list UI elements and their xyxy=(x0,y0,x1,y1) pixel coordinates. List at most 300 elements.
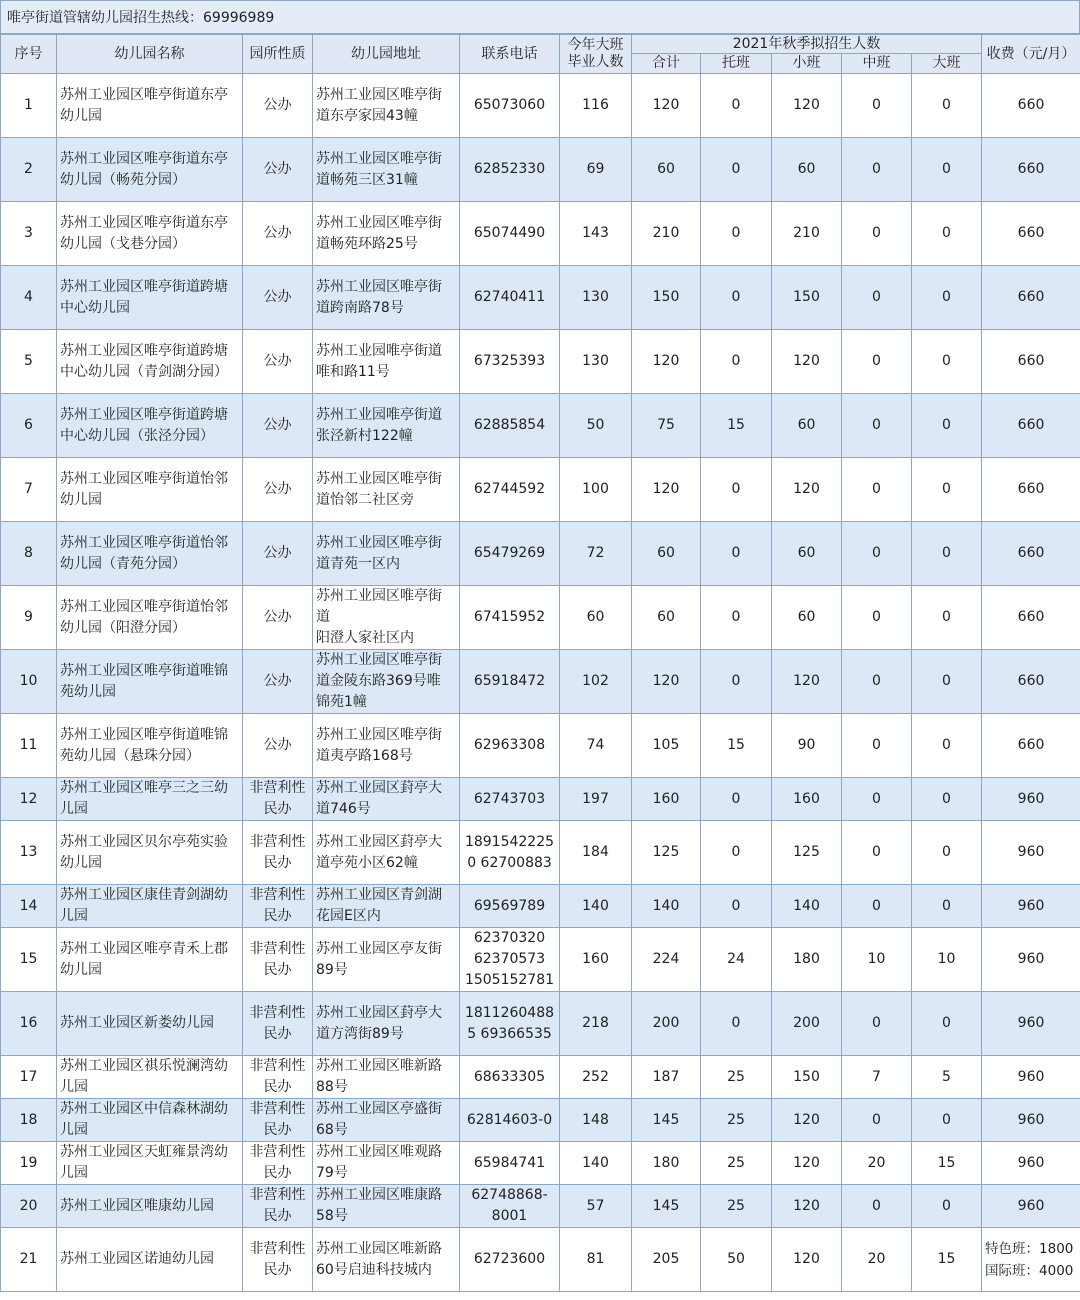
kindergarten-nature-line: 民办 xyxy=(263,1079,292,1095)
kindergarten-address-line: 苏州工业园唯亭街道 xyxy=(316,406,442,423)
kindergarten-nature-line: 民办 xyxy=(263,801,292,817)
kindergarten-address-line: 阳澄人家社区内 xyxy=(316,630,414,646)
kindergarten-nature-line: 非营利性 xyxy=(249,780,306,796)
kindergarten-nature xyxy=(243,586,313,650)
kindergarten-nature-line: 非营利性 xyxy=(249,940,306,957)
kindergarten-address-line: 道金陵东路369号唯 xyxy=(316,673,441,689)
monthly-fee-line: 960 xyxy=(1017,844,1045,860)
plan-total: 160 xyxy=(632,778,701,821)
kindergarten-name-line: 苏州工业园区中信森林湖幼 xyxy=(60,1101,228,1117)
plan-tuoban: 15 xyxy=(701,394,772,458)
kindergarten-phone-line: 62744592 xyxy=(473,481,546,497)
kindergarten-nature xyxy=(243,458,313,522)
kindergarten-phone xyxy=(460,74,560,138)
kindergarten-name-line: 苏州工业园区唯亭街道跨塘 xyxy=(60,406,228,423)
kindergarten-phone-line: 67415952 xyxy=(473,609,546,625)
table-row xyxy=(1,266,1080,330)
kindergarten-nature xyxy=(243,138,313,202)
plan-daban: 0 xyxy=(912,458,982,522)
kindergarten-phone xyxy=(460,821,560,885)
kindergarten-name xyxy=(57,650,243,714)
kindergarten-address-line: 苏州工业园区唯亭街 xyxy=(316,214,442,231)
table-row xyxy=(1,650,1080,714)
kindergarten-address xyxy=(313,138,460,202)
plan-xiaoban: 120 xyxy=(772,1228,842,1292)
kindergarten-address xyxy=(313,394,460,458)
kindergarten-address-line: 79号 xyxy=(316,1165,348,1181)
row-no: 3 xyxy=(1,202,57,266)
kindergarten-phone-line: 68633305 xyxy=(473,1068,546,1085)
kindergarten-name-line: 苏州工业园区唯亭街道怡邻 xyxy=(60,598,228,615)
monthly-fee xyxy=(982,1056,1080,1099)
kindergarten-name xyxy=(57,928,243,992)
kindergarten-phone xyxy=(460,586,560,650)
monthly-fee-line: 960 xyxy=(1017,1154,1045,1171)
kindergarten-nature-line: 公办 xyxy=(263,289,292,305)
plan-daban: 0 xyxy=(912,394,982,458)
row-no: 7 xyxy=(1,458,57,522)
kindergarten-address-line: 道 xyxy=(316,609,330,625)
graduates-count: 116 xyxy=(560,74,632,138)
kindergarten-address-line: 道亭苑小区62幢 xyxy=(316,854,418,871)
kindergarten-address-line: 道746号 xyxy=(316,801,371,817)
plan-tuoban: 0 xyxy=(701,778,772,821)
table-row xyxy=(1,928,1080,992)
plan-zhongban: 20 xyxy=(842,1142,912,1185)
table-row xyxy=(1,1142,1080,1185)
kindergarten-nature xyxy=(243,1228,313,1292)
kindergarten-phone xyxy=(460,885,560,928)
kindergarten-name-line: 儿园 xyxy=(60,908,88,924)
kindergarten-name-line: 苏州工业园区唯亭三之三幼 xyxy=(60,780,228,796)
table-row xyxy=(1,74,1080,138)
graduates-count: 143 xyxy=(560,202,632,266)
plan-xiaoban: 120 xyxy=(772,330,842,394)
row-no: 19 xyxy=(1,1142,57,1185)
plan-tuoban: 0 xyxy=(701,202,772,266)
plan-tuoban: 0 xyxy=(701,458,772,522)
kindergarten-name-line: 幼儿园（畅苑分园） xyxy=(60,171,186,188)
monthly-fee-line: 660 xyxy=(1017,417,1045,433)
kindergarten-phone-line: 62748868- xyxy=(471,1187,548,1203)
kindergarten-phone-line: 62743703 xyxy=(473,790,546,807)
row-no: 14 xyxy=(1,885,57,928)
kindergarten-name-line: 苑幼儿园（悬珠分园） xyxy=(60,747,200,764)
kindergarten-nature xyxy=(243,1099,313,1142)
plan-tuoban: 0 xyxy=(701,74,772,138)
kindergarten-name-line: 苏州工业园区唯亭街道东亭 xyxy=(60,214,228,231)
monthly-fee-line: 660 xyxy=(1017,673,1045,689)
kindergarten-name xyxy=(57,1056,243,1099)
graduates-count: 72 xyxy=(560,522,632,586)
plan-tuoban: 0 xyxy=(701,266,772,330)
kindergarten-nature xyxy=(243,885,313,928)
plan-zhongban: 0 xyxy=(842,266,912,330)
kindergarten-name-line: 苏州工业园区唯亭街道唯锦 xyxy=(60,662,228,679)
kindergarten-phone xyxy=(460,522,560,586)
table-row xyxy=(1,714,1080,778)
plan-zhongban: 0 xyxy=(842,138,912,202)
kindergarten-phone xyxy=(460,330,560,394)
plan-xiaoban: 60 xyxy=(772,522,842,586)
plan-total: 187 xyxy=(632,1056,701,1099)
graduates-count: 50 xyxy=(560,394,632,458)
monthly-fee xyxy=(982,1099,1080,1142)
kindergarten-nature-line: 民办 xyxy=(263,1165,292,1181)
plan-zhongban: 0 xyxy=(842,1185,912,1228)
kindergarten-address xyxy=(313,202,460,266)
kindergarten-phone xyxy=(460,266,560,330)
kindergarten-phone-line: 1505152781 xyxy=(464,972,555,988)
plan-xiaoban: 150 xyxy=(772,266,842,330)
kindergarten-nature xyxy=(243,1185,313,1228)
plan-xiaoban: 120 xyxy=(772,458,842,522)
row-no: 15 xyxy=(1,928,57,992)
plan-tuoban: 15 xyxy=(701,714,772,778)
kindergarten-address-line: 苏州工业园区唯亭街 xyxy=(316,534,442,551)
table-row xyxy=(1,1056,1080,1099)
kindergarten-name xyxy=(57,138,243,202)
kindergarten-address-line: 道青苑一区内 xyxy=(316,555,400,572)
plan-total: 180 xyxy=(632,1142,701,1185)
plan-daban: 0 xyxy=(912,74,982,138)
graduates-count: 130 xyxy=(560,266,632,330)
graduates-count: 69 xyxy=(560,138,632,202)
kindergarten-name xyxy=(57,202,243,266)
kindergarten-address-line: 苏州工业园唯亭街道 xyxy=(316,342,442,359)
header-plan-group: 2021年秋季拟招生人数 xyxy=(632,35,982,54)
row-no: 12 xyxy=(1,778,57,821)
kindergarten-name-line: 苏州工业园区天虹雍景湾幼 xyxy=(60,1144,228,1160)
kindergarten-nature-line: 非营利性 xyxy=(249,833,306,850)
kindergarten-address xyxy=(313,650,460,714)
monthly-fee xyxy=(982,928,1080,992)
plan-xiaoban: 60 xyxy=(772,394,842,458)
plan-total: 120 xyxy=(632,330,701,394)
plan-daban: 0 xyxy=(912,586,982,650)
plan-zhongban: 0 xyxy=(842,394,912,458)
plan-total: 150 xyxy=(632,266,701,330)
header-fee: 收费（元/月） xyxy=(982,35,1080,74)
kindergarten-nature-line: 非营利性 xyxy=(249,1240,306,1257)
table-row xyxy=(1,1228,1080,1292)
plan-zhongban: 7 xyxy=(842,1056,912,1099)
graduates-count: 74 xyxy=(560,714,632,778)
kindergarten-name-line: 苑幼儿园 xyxy=(60,683,116,700)
kindergarten-name-line: 苏州工业园区唯亭街道东亭 xyxy=(60,150,228,167)
kindergarten-name-line: 苏州工业园区唯亭街道东亭 xyxy=(60,86,228,103)
kindergarten-address-line: 88号 xyxy=(316,1079,348,1095)
kindergarten-table xyxy=(0,34,1080,1292)
kindergarten-address xyxy=(313,1228,460,1292)
kindergarten-address xyxy=(313,458,460,522)
kindergarten-address-line: 60号启迪科技城内 xyxy=(316,1261,432,1278)
plan-xiaoban: 120 xyxy=(772,74,842,138)
kindergarten-nature-line: 公办 xyxy=(263,225,292,241)
plan-daban: 0 xyxy=(912,330,982,394)
kindergarten-phone xyxy=(460,394,560,458)
kindergarten-phone-line: 65918472 xyxy=(473,673,546,689)
kindergarten-nature-line: 非营利性 xyxy=(249,887,306,903)
kindergarten-phone-line: 62370320 xyxy=(473,930,546,946)
row-no: 9 xyxy=(1,586,57,650)
kindergarten-address-line: 道方湾街89号 xyxy=(316,1025,404,1042)
kindergarten-phone-line: 65073060 xyxy=(473,97,546,113)
kindergarten-address-line: 苏州工业园区唯亭街 xyxy=(316,652,442,668)
monthly-fee-line: 660 xyxy=(1017,737,1045,753)
kindergarten-nature-line: 公办 xyxy=(263,353,292,369)
plan-total: 105 xyxy=(632,714,701,778)
kindergarten-nature-line: 民办 xyxy=(263,1122,292,1138)
kindergarten-address-line: 道怡邻二社区旁 xyxy=(316,491,414,508)
plan-zhongban: 0 xyxy=(842,74,912,138)
plan-xiaoban: 140 xyxy=(772,885,842,928)
plan-xiaoban: 125 xyxy=(772,821,842,885)
plan-zhongban: 0 xyxy=(842,714,912,778)
kindergarten-address-line: 苏州工业园区唯亭街 xyxy=(316,470,442,487)
kindergarten-address xyxy=(313,885,460,928)
kindergarten-nature xyxy=(243,394,313,458)
kindergarten-nature-line: 非营利性 xyxy=(249,1187,306,1203)
header-nature: 园所性质 xyxy=(243,35,313,74)
kindergarten-name-line: 苏州工业园区唯亭街道跨塘 xyxy=(60,278,228,295)
kindergarten-name xyxy=(57,74,243,138)
kindergarten-name-line: 苏州工业园区唯亭街道怡邻 xyxy=(60,470,228,487)
plan-zhongban: 0 xyxy=(842,330,912,394)
graduates-count: 130 xyxy=(560,330,632,394)
kindergarten-address-line: 苏州工业园区唯新路 xyxy=(316,1058,442,1074)
kindergarten-address xyxy=(313,1056,460,1099)
kindergarten-name-line: 幼儿园 xyxy=(60,961,102,978)
monthly-fee xyxy=(982,821,1080,885)
kindergarten-nature xyxy=(243,330,313,394)
plan-zhongban: 0 xyxy=(842,1099,912,1142)
kindergarten-nature-line: 民办 xyxy=(263,961,292,978)
kindergarten-name xyxy=(57,885,243,928)
table-row xyxy=(1,394,1080,458)
plan-tuoban: 25 xyxy=(701,1185,772,1228)
kindergarten-address xyxy=(313,1142,460,1185)
monthly-fee xyxy=(982,522,1080,586)
kindergarten-name-line: 儿园 xyxy=(60,1079,88,1095)
kindergarten-name-line: 儿园 xyxy=(60,1165,88,1181)
row-no: 20 xyxy=(1,1185,57,1228)
kindergarten-name-line: 苏州工业园区诺迪幼儿园 xyxy=(60,1251,214,1267)
kindergarten-address-line: 道畅苑三区31幢 xyxy=(316,171,418,188)
plan-total: 145 xyxy=(632,1185,701,1228)
plan-xiaoban: 160 xyxy=(772,778,842,821)
kindergarten-address-line: 苏州工业园区唯新路 xyxy=(316,1240,442,1257)
plan-total: 120 xyxy=(632,74,701,138)
monthly-fee-line: 960 xyxy=(1017,897,1045,914)
kindergarten-phone xyxy=(460,928,560,992)
header-grad xyxy=(560,35,632,74)
header-no: 序号 xyxy=(1,35,57,74)
plan-total: 125 xyxy=(632,821,701,885)
kindergarten-name xyxy=(57,714,243,778)
kindergarten-name xyxy=(57,778,243,821)
kindergarten-address xyxy=(313,714,460,778)
kindergarten-name-line: 中心幼儿园（青剑湖分园） xyxy=(60,363,228,380)
kindergarten-address xyxy=(313,586,460,650)
kindergarten-phone-line: 0 62700883 xyxy=(467,854,552,871)
table-row xyxy=(1,885,1080,928)
plan-xiaoban: 120 xyxy=(772,1099,842,1142)
table-row xyxy=(1,202,1080,266)
plan-tuoban: 25 xyxy=(701,1142,772,1185)
kindergarten-phone xyxy=(460,458,560,522)
kindergarten-address-line: 苏州工业园区亭友街 xyxy=(316,940,442,957)
kindergarten-name-line: 幼儿园（阳澄分园） xyxy=(60,619,186,636)
kindergarten-nature xyxy=(243,650,313,714)
kindergarten-name-line: 幼儿园（青苑分园） xyxy=(60,555,186,572)
graduates-count: 140 xyxy=(560,1142,632,1185)
kindergarten-nature-line: 公办 xyxy=(263,609,292,625)
kindergarten-phone-line: 62370573 xyxy=(473,951,546,967)
monthly-fee-line: 960 xyxy=(1017,1015,1045,1031)
kindergarten-phone xyxy=(460,138,560,202)
monthly-fee-line: 960 xyxy=(1017,790,1045,807)
kindergarten-address-line: 张泾新村122幢 xyxy=(316,427,413,444)
plan-xiaoban: 180 xyxy=(772,928,842,992)
kindergarten-nature-line: 非营利性 xyxy=(249,1058,306,1074)
kindergarten-nature xyxy=(243,202,313,266)
monthly-fee xyxy=(982,992,1080,1056)
kindergarten-name xyxy=(57,330,243,394)
kindergarten-address-line: 苏州工业园区唯观路 xyxy=(316,1144,442,1160)
kindergarten-name xyxy=(57,266,243,330)
header-tuoban: 托班 xyxy=(701,54,772,74)
kindergarten-phone-line: 62740411 xyxy=(473,289,546,305)
kindergarten-nature xyxy=(243,714,313,778)
plan-zhongban: 0 xyxy=(842,458,912,522)
plan-zhongban: 0 xyxy=(842,992,912,1056)
plan-xiaoban: 210 xyxy=(772,202,842,266)
plan-daban: 0 xyxy=(912,138,982,202)
kindergarten-address-line: 道畅苑环路25号 xyxy=(316,235,418,252)
plan-xiaoban: 60 xyxy=(772,586,842,650)
kindergarten-name-line: 苏州工业园区唯亭街道怡邻 xyxy=(60,534,228,551)
kindergarten-phone xyxy=(460,650,560,714)
monthly-fee xyxy=(982,778,1080,821)
table-row xyxy=(1,778,1080,821)
kindergarten-address-line: 89号 xyxy=(316,961,348,978)
kindergarten-nature-line: 公办 xyxy=(263,97,292,113)
kindergarten-nature-line: 民办 xyxy=(263,854,292,871)
monthly-fee xyxy=(982,138,1080,202)
kindergarten-nature-line: 公办 xyxy=(263,737,292,753)
header-zhongban: 中班 xyxy=(842,54,912,74)
monthly-fee xyxy=(982,1228,1080,1292)
kindergarten-phone-line: 62814603-0 xyxy=(466,1111,553,1128)
kindergarten-phone xyxy=(460,1099,560,1142)
kindergarten-address-line: 道跨南路78号 xyxy=(316,299,404,316)
kindergarten-name xyxy=(57,1228,243,1292)
plan-daban: 0 xyxy=(912,714,982,778)
plan-total: 200 xyxy=(632,992,701,1056)
kindergarten-address xyxy=(313,778,460,821)
plan-tuoban: 50 xyxy=(701,1228,772,1292)
kindergarten-address xyxy=(313,1185,460,1228)
kindergarten-phone-line: 8001 xyxy=(491,1208,528,1224)
kindergarten-name-line: 儿园 xyxy=(60,1122,88,1138)
graduates-count: 252 xyxy=(560,1056,632,1099)
monthly-fee-line: 660 xyxy=(1017,609,1045,625)
kindergarten-name-line: 中心幼儿园 xyxy=(60,299,130,316)
header-daban: 大班 xyxy=(912,54,982,74)
kindergarten-name xyxy=(57,522,243,586)
kindergarten-nature-line: 公办 xyxy=(263,673,292,689)
plan-total: 60 xyxy=(632,138,701,202)
monthly-fee xyxy=(982,266,1080,330)
kindergarten-phone-line: 65984741 xyxy=(473,1154,546,1171)
kindergarten-name-line: 苏州工业园区祺乐悦澜湾幼 xyxy=(60,1058,228,1074)
monthly-fee-line: 660 xyxy=(1017,353,1045,369)
kindergarten-phone-line: 69569789 xyxy=(473,897,546,914)
kindergarten-name-line: 苏州工业园区康佳青剑湖幼 xyxy=(60,887,228,903)
kindergarten-name-line: 幼儿园 xyxy=(60,854,102,871)
kindergarten-nature xyxy=(243,928,313,992)
plan-zhongban: 0 xyxy=(842,778,912,821)
monthly-fee-line: 960 xyxy=(1017,1068,1045,1085)
monthly-fee xyxy=(982,458,1080,522)
header-xiaoban: 小班 xyxy=(772,54,842,74)
kindergarten-phone-line: 1811260488 xyxy=(464,1004,555,1021)
kindergarten-phone-line: 62852330 xyxy=(473,161,546,177)
kindergarten-address-line: 苏州工业园区葑亭大 xyxy=(316,833,442,850)
kindergarten-address-line: 苏州工业园区葑亭大 xyxy=(316,1004,442,1021)
header-phone: 联系电话 xyxy=(460,35,560,74)
plan-total: 140 xyxy=(632,885,701,928)
plan-zhongban: 0 xyxy=(842,522,912,586)
kindergarten-address-line: 苏州工业园区唯亭街 xyxy=(316,150,442,167)
kindergarten-phone xyxy=(460,1142,560,1185)
plan-tuoban: 0 xyxy=(701,138,772,202)
row-no: 16 xyxy=(1,992,57,1056)
kindergarten-address-line: 苏州工业园区亭盛街 xyxy=(316,1101,442,1117)
kindergarten-nature-line: 非营利性 xyxy=(249,1144,306,1160)
plan-total: 60 xyxy=(632,522,701,586)
kindergarten-address xyxy=(313,266,460,330)
table-row xyxy=(1,138,1080,202)
kindergarten-nature-line: 非营利性 xyxy=(249,1101,306,1117)
plan-tuoban: 0 xyxy=(701,821,772,885)
kindergarten-nature xyxy=(243,74,313,138)
kindergarten-address-line: 苏州工业园区葑亭大 xyxy=(316,780,442,796)
graduates-count: 197 xyxy=(560,778,632,821)
kindergarten-address-line: 苏州工业园区唯康路 xyxy=(316,1187,442,1203)
monthly-fee xyxy=(982,1142,1080,1185)
plan-xiaoban: 120 xyxy=(772,1185,842,1228)
kindergarten-phone-line: 62963308 xyxy=(473,737,546,753)
kindergarten-phone xyxy=(460,1228,560,1292)
kindergarten-nature xyxy=(243,821,313,885)
plan-daban: 5 xyxy=(912,1056,982,1099)
kindergarten-address-line: 道东亭家园43幢 xyxy=(316,107,418,124)
kindergarten-address-line: 58号 xyxy=(316,1208,348,1224)
kindergarten-name xyxy=(57,1099,243,1142)
plan-xiaoban: 90 xyxy=(772,714,842,778)
kindergarten-address-line: 苏州工业园区唯亭街 xyxy=(316,726,442,743)
plan-zhongban: 20 xyxy=(842,1228,912,1292)
kindergarten-nature-line: 非营利性 xyxy=(249,1004,306,1021)
kindergarten-name-line: 儿园 xyxy=(60,801,88,817)
graduates-count: 160 xyxy=(560,928,632,992)
kindergarten-name-line: 苏州工业园区唯康幼儿园 xyxy=(60,1197,214,1214)
kindergarten-address-line: 苏州工业园区唯亭街 xyxy=(316,278,442,295)
monthly-fee-line: 特色班：1800 xyxy=(985,1240,1074,1257)
plan-xiaoban: 200 xyxy=(772,992,842,1056)
